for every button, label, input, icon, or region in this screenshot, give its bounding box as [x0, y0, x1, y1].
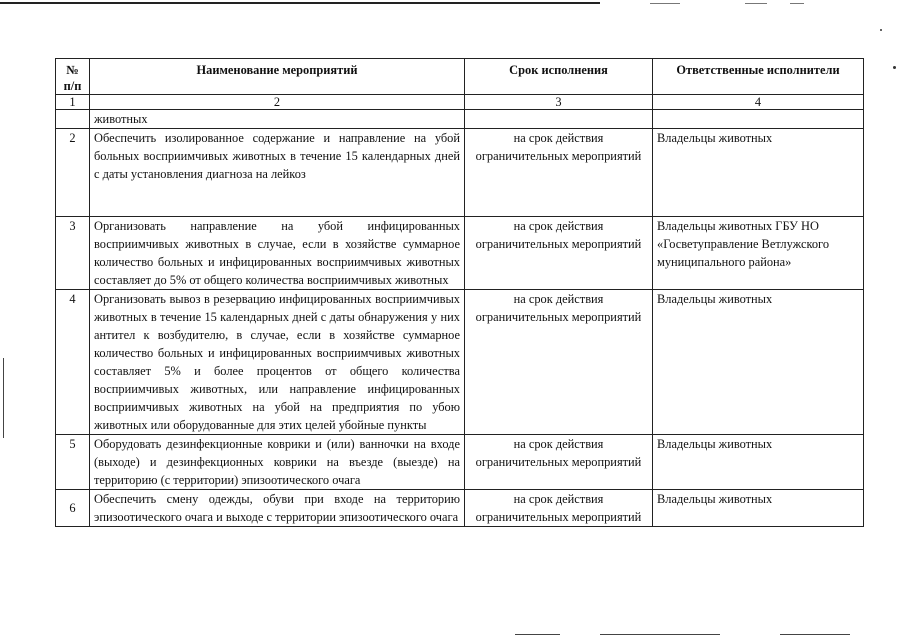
- header-measure-name: Наименование мероприятий: [90, 59, 465, 95]
- row-number: 3: [56, 217, 90, 290]
- row-number: 6: [56, 490, 90, 527]
- continued-text: животных: [90, 110, 465, 129]
- scan-artifact-dash: [745, 3, 767, 4]
- measures-table: [55, 58, 864, 527]
- scan-artifact-dot: [893, 66, 896, 69]
- table-row: [56, 490, 864, 527]
- scan-artifact-dash: [650, 3, 680, 4]
- deadline: на срок действия ограничительных мероприятий: [465, 217, 653, 290]
- table-row: [56, 290, 864, 435]
- column-number-row: [56, 95, 864, 110]
- row-number: 5: [56, 435, 90, 490]
- measure-name: Организовать вывоз в резервацию инфицированных восприимчивых животных в течение 15 календарных дней с даты обнаружения у них антител к возбудителю, в случае, если в хозяйстве суммарное количество больных и инфицированных восприимчивых животных составляет 5% и более процентов от общего количества восприимчивых животных, или направление инфицированных восприимчивых животных на убой на предприятия по убою животных или оборудованные для этих целей убойные пункты: [90, 290, 465, 435]
- row-number: 2: [56, 129, 90, 217]
- deadline: на срок действия ограничительных мероприятий: [465, 490, 653, 527]
- row-number: 4: [56, 290, 90, 435]
- header-responsible: Ответственные исполнители: [653, 59, 864, 95]
- header-deadline: Срок исполнения: [465, 59, 653, 95]
- responsible: Владельцы животных: [653, 290, 864, 435]
- scan-artifact-dash: [790, 3, 804, 4]
- header-number: № п/п: [56, 59, 90, 95]
- table-row: [56, 217, 864, 290]
- responsible: Владельцы животных: [653, 129, 864, 217]
- table-row: [56, 435, 864, 490]
- scan-artifact-left-mark: [3, 358, 4, 438]
- column-number: 3: [465, 95, 653, 110]
- scan-artifact-top-line: [0, 2, 600, 4]
- deadline: на срок действия ограничительных мероприятий: [465, 435, 653, 490]
- deadline: на срок действия ограничительных мероприятий: [465, 129, 653, 217]
- responsible: Владельцы животных: [653, 435, 864, 490]
- table-header-row: [56, 59, 864, 95]
- scan-artifact-dash: [600, 634, 720, 635]
- table-row: [56, 129, 864, 217]
- scan-artifact-dash: [515, 634, 560, 635]
- measure-name: Обеспечить изолированное содержание и направление на убой больных восприимчивых животных в течение 15 календарных дней с даты установления диагноза на лейкоз: [90, 129, 465, 217]
- measure-name: Организовать направление на убой инфицированных восприимчивых животных в случае, если в хозяйстве суммарное количество больных и инфицированных восприимчивых животных составляет до 5% от общего количества восприимчивых животных: [90, 217, 465, 290]
- column-number: 4: [653, 95, 864, 110]
- deadline: на срок действия ограничительных мероприятий: [465, 290, 653, 435]
- table-row-continuation: [56, 110, 864, 129]
- responsible: Владельцы животных: [653, 490, 864, 527]
- measure-name: Обеспечить смену одежды, обуви при входе на территорию эпизоотического очага и выходе с территории эпизоотического очага: [90, 490, 465, 527]
- measure-name: Оборудовать дезинфекционные коврики и (или) ванночки на входе (выходе) и дезинфекционных коврики на въезде (выезде) на территорию (с территории) эпизоотического очага: [90, 435, 465, 490]
- column-number: 2: [90, 95, 465, 110]
- column-number: 1: [56, 95, 90, 110]
- scan-artifact-dot: [880, 29, 882, 31]
- scan-artifact-dash: [780, 634, 850, 635]
- responsible: Владельцы животных ГБУ НО «Госветуправление Ветлужского муниципального района»: [653, 217, 864, 290]
